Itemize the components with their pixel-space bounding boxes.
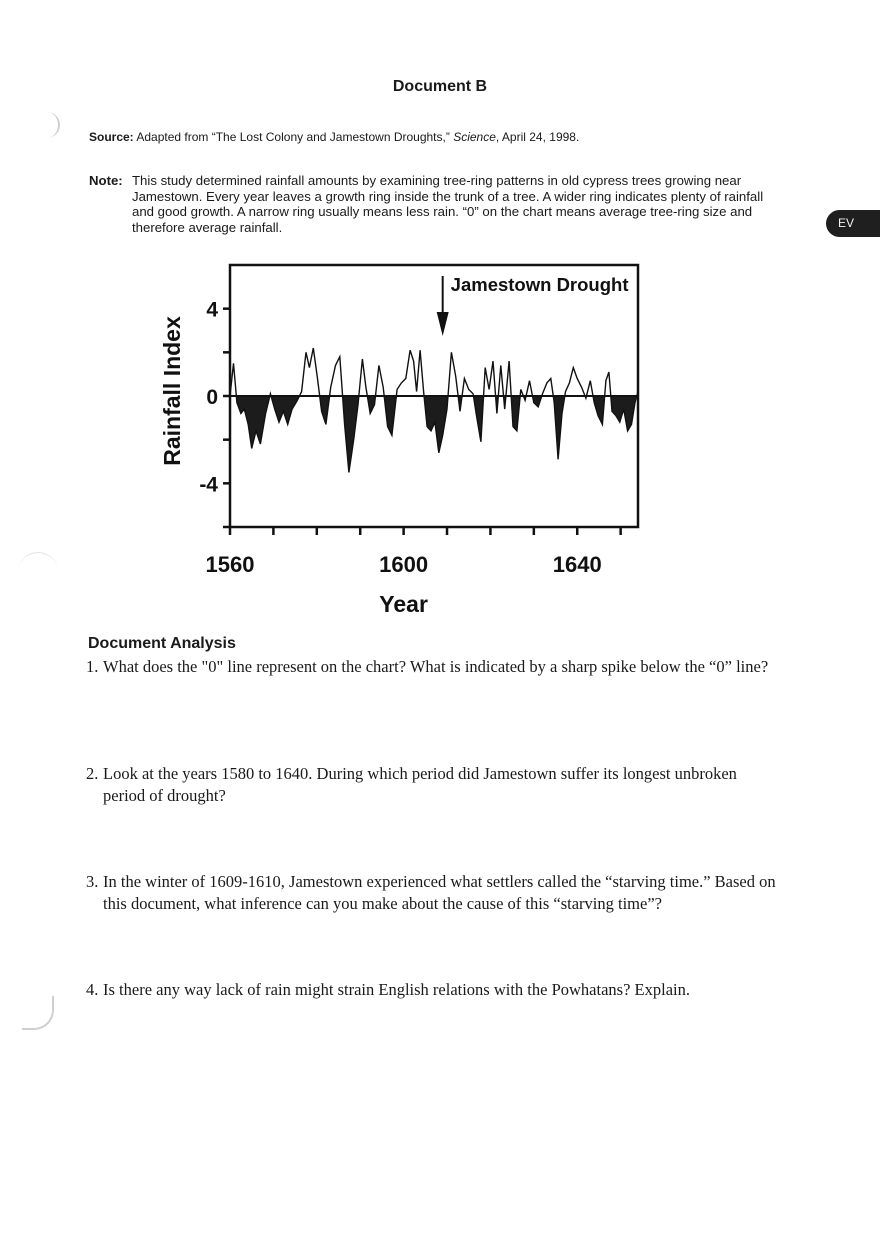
question-text: Look at the years 1580 to 1640. During which period did Jamestown suffer its longest unbroken period of drought? [103,764,737,805]
question-1 [86,656,776,678]
question-number: 4. [86,980,99,999]
note-block [89,173,779,235]
source-journal: Science [453,130,496,144]
question-text: Is there any way lack of rain might strain English relations with the Powhatans? Explain. [103,980,690,999]
scan-mark-top [44,112,60,138]
scan-mark-bottom [22,996,54,1030]
note-text: This study determined rainfall amounts by examining tree-ring patterns in old cypress trees growing near Jamestown. Every year leaves a growth ring inside the trunk of a tree. A wider ring indicates plenty of rainfall and good growth. A narrow ring usually means less rain. “0” on the chart means average tree-ring size and therefore average rainfall. [132,173,764,235]
y-tick-label: 4 [206,298,218,322]
source-label: Source: [89,130,134,144]
source-date: , April 24, 1998. [495,130,580,144]
x-tick-label: 1640 [552,552,602,577]
question-text: In the winter of 1609-1610, Jamestown experienced what settlers called the “starving time.” Based on this document, what inference can you make about the cause of this “starving time”? [103,872,776,913]
note-label: Note: [89,173,123,188]
y-tick-label: -4 [199,473,218,497]
question-number: 2. [86,764,99,783]
scan-mark-middle [18,552,58,583]
source-citation [89,130,579,144]
question-2 [86,763,776,807]
x-axis-label: Year [379,591,428,617]
rainfall-index-chart [150,250,670,622]
drought-annotation-label: Jamestown Drought [450,274,629,295]
drought-arrow-head [437,312,449,336]
question-number: 3. [86,872,99,891]
question-3 [86,871,776,915]
x-tick-label: 1600 [379,552,429,577]
source-text: Adapted from “The Lost Colony and Jamestown Droughts,” [136,130,450,144]
ev-side-tab: EV [826,210,880,237]
x-tick-label: 1560 [205,552,255,577]
question-number: 1. [86,657,99,676]
y-axis-label: Rainfall Index [159,316,185,466]
question-4 [86,979,776,1001]
analysis-heading: Document Analysis [88,635,236,652]
question-text: What does the "0" line represent on the chart? What is indicated by a sharp spike below the “0” line? [103,657,769,676]
document-title: Document B [392,78,488,95]
y-tick-label: 0 [206,386,218,409]
